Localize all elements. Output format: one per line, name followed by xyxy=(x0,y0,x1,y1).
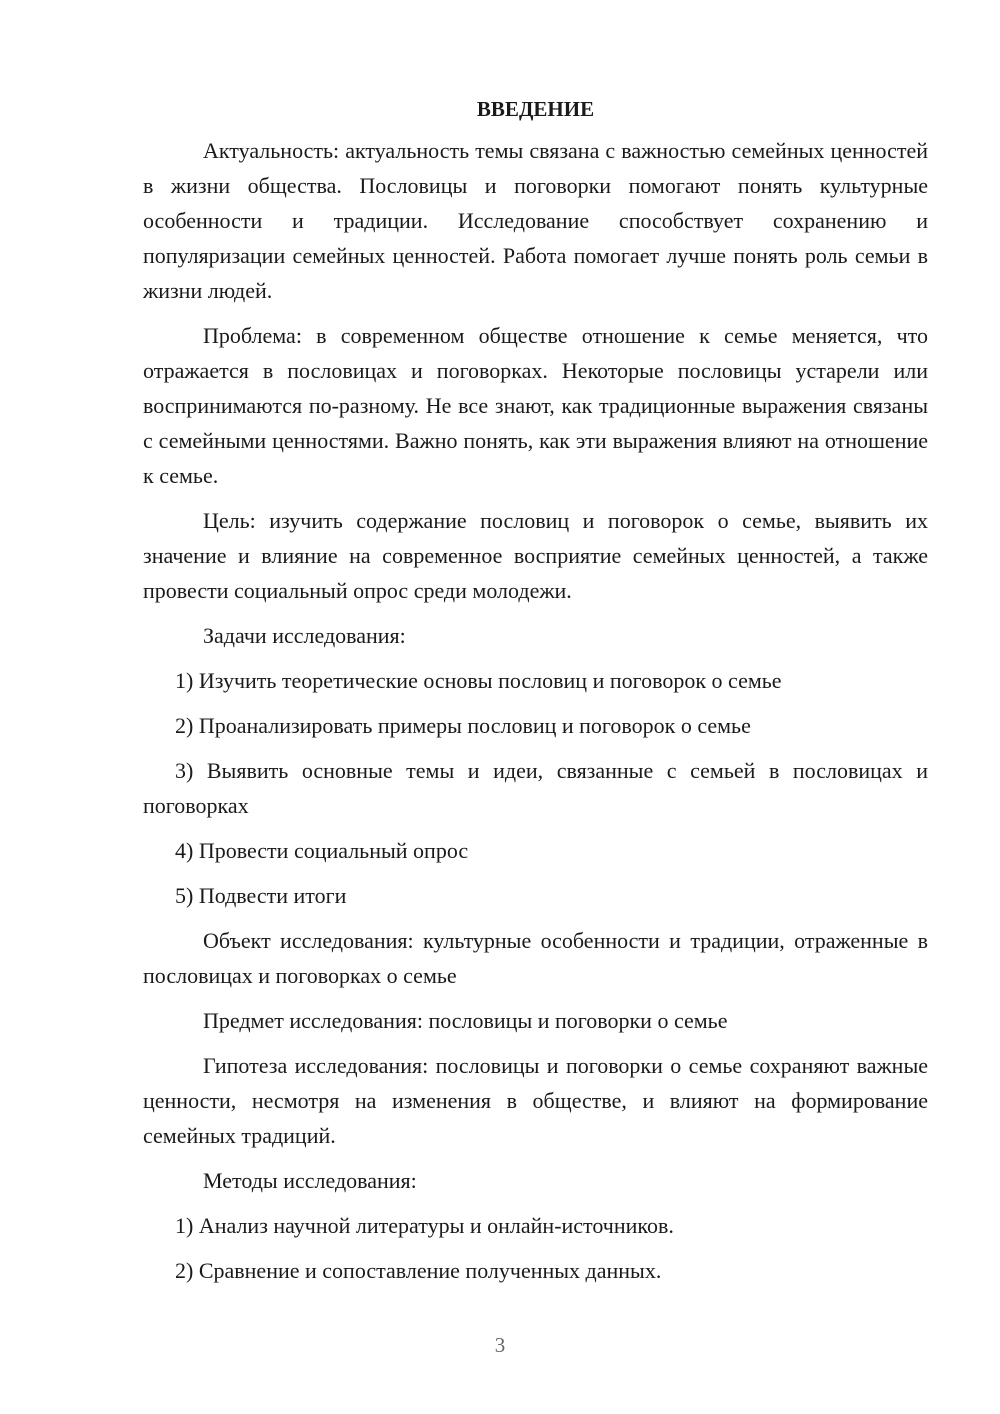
relevance-paragraph: Актуальность: актуальность темы связана с важностью семейных ценностей в жизни общества. Пословицы и поговорки помогают понять культурные особенности и традиции. Исследование способствует сохранению и популяризации семейных ценностей. Работа помогает лучше понять роль семьи в жизни людей. xyxy=(143,138,928,303)
subject-paragraph: Предмет исследования: пословицы и поговорки о семье xyxy=(203,1008,728,1033)
hypothesis-paragraph: Гипотеза исследования: пословицы и поговорки о семье сохраняют важные ценности, несмотря на изменения в обществе, и влияют на формирование семейных традиций. xyxy=(143,1053,928,1148)
object-paragraph: Объект исследования: культурные особенности и традиции, отраженные в пословицах и поговорках о семье xyxy=(143,928,928,988)
goal-paragraph: Цель: изучить содержание пословиц и поговорок о семье, выявить их значение и влияние на современное восприятие семейных ценностей, а также провести социальный опрос среди молодежи. xyxy=(143,508,928,603)
problem-paragraph: Проблема: в современном обществе отношение к семье меняется, что отражается в пословицах и поговорках. Некоторые пословицы устарели или воспринимаются по-разному. Не все знают, как традиционные выражения связаны с семейными ценностями. Важно понять, как эти выражения влияют на отношение к семье. xyxy=(143,323,928,488)
method-item: 1) Анализ научной литературы и онлайн-источников. xyxy=(175,1213,674,1238)
document-page xyxy=(143,92,928,1298)
section-heading: ВВЕДЕНИЕ xyxy=(476,97,595,121)
page-number: 3 xyxy=(494,1333,506,1357)
task-item: 3) Выявить основные темы и идеи, связанные с семьей в пословицах и поговорках xyxy=(143,758,928,818)
task-item: 5) Подвести итоги xyxy=(175,883,347,908)
task-item: 4) Провести социальный опрос xyxy=(175,838,469,863)
tasks-heading: Задачи исследования: xyxy=(203,623,406,648)
methods-heading: Методы исследования: xyxy=(203,1168,417,1193)
method-item: 2) Сравнение и сопоставление полученных данных. xyxy=(175,1258,662,1283)
task-item: 2) Проанализировать примеры пословиц и поговорок о семье xyxy=(175,713,751,738)
task-item: 1) Изучить теоретические основы пословиц и поговорок о семье xyxy=(175,668,782,693)
